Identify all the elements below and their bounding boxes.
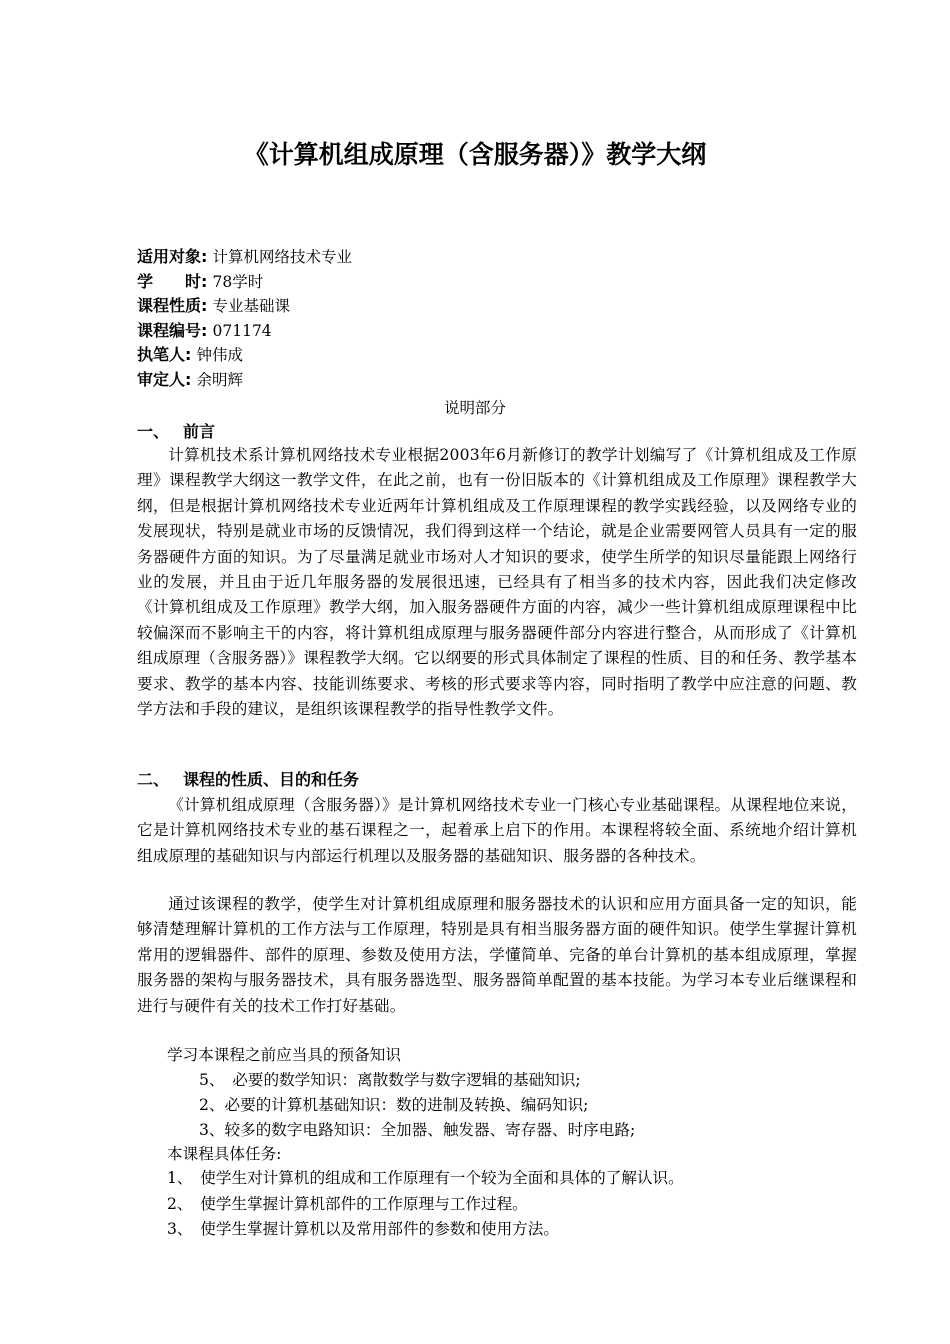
preface-paragraph: 计算机技术系计算机网络技术专业根据2003年6月新修订的教学计划编写了《计算机组成及工作原理》课程教学大纲这一教学文件，在此之前，也有一份旧版本的《计算机组成及工作原理》课程教学大纲，但是根据计算机网络技术专业近两年计算机组成及工作原理课程的教学实践经验，以及网络专业的发展现状，特别是就业市场的反馈情况，我们得到这样一个结论，就是企业需要网管人员具有一定的服务器硬件方面的知识。为了尽量满足就业市场对人才知识的要求，使学生所学的知识尽量能跟上网络行业的发展，并且由于近几年服务器的发展很迅速，已经具有了相当多的技术内容，因此我们决定修改《计算机组成及工作原理》教学大纲，加入服务器硬件方面的内容，减少一些计算机组成原理课程中比较偏深而不影响主干的内容，将计算机组成原理与服务器硬件部分内容进行整合，从而形成了《计算机组成原理（含服务器）》课程教学大纲。它以纲要的形式具体制定了课程的性质、目的和任务、教学基本要求、教学的基本内容、技能训练要求、考核的形式要求等内容，同时指明了教学中应注意的问题、教学方法和手段的建议，是组织该课程教学的指导性教学文件。 — [137, 446, 857, 719]
heading-number: 二、 — [137, 770, 170, 789]
heading-text: 课程的性质、目的和任务 — [183, 770, 360, 789]
meta-value: 计算机网络技术专业 — [212, 248, 353, 266]
meta-value: 钟伟成 — [196, 346, 244, 364]
heading-number: 一、 — [137, 422, 170, 441]
meta-row-hours — [137, 270, 352, 295]
prerequisite-item: 2、必要的计算机基础知识：数的进制及转换、编码知识; — [199, 1096, 589, 1114]
heading-text: 前言 — [183, 422, 216, 441]
section-heading-nature — [137, 768, 359, 792]
nature-paragraph-1: 《计算机组成原理（含服务器）》是计算机网络技术专业一门核心专业基础课程。从课程地位来说，它是计算机网络技术专业的基石课程之一，起着承上启下的作用。本课程将较全面、系统地介绍计算机组成原理的基础知识与内部运行机理以及服务器的基础知识、服务器的各种技术。 — [137, 796, 857, 865]
meta-value: 专业基础课 — [212, 297, 291, 315]
task-item: 2、 使学生掌握计算机部件的工作原理与工作过程。 — [167, 1195, 528, 1213]
prerequisite-item: 3、较多的数字电路知识：全加器、触发器、寄存器、时序电路; — [199, 1121, 636, 1139]
meta-label: 课程性质: — [137, 296, 208, 315]
meta-value: 071174 — [212, 321, 272, 340]
meta-label: 审定人: — [137, 369, 192, 389]
prerequisite-title: 学习本课程之前应当具的预备知识 — [167, 1046, 401, 1064]
meta-label: 课程编号: — [137, 320, 208, 340]
task-item: 3、 使学生掌握计算机以及常用部件的参数和使用方法。 — [167, 1220, 559, 1238]
meta-label: 适用对象: — [137, 247, 208, 266]
meta-row-audience — [137, 245, 352, 270]
task-item: 1、 使学生对计算机的组成和工作原理有一个较为全面和具体的了解认识。 — [167, 1169, 684, 1187]
meta-label: 执笔人: — [137, 345, 192, 364]
meta-value: 余明辉 — [196, 370, 244, 389]
prerequisite-item: 5、 必要的数学知识：离散数学与数字逻辑的基础知识; — [199, 1071, 581, 1089]
tasks-title: 本课程具体任务: — [167, 1145, 282, 1163]
document-title: 《计算机组成原理（含服务器）》教学大纲 — [243, 140, 707, 169]
meta-row-author — [137, 343, 352, 368]
meta-row-reviewer — [137, 368, 352, 393]
nature-paragraph-2: 通过该课程的教学，使学生对计算机组成原理和服务器技术的认识和应用方面具备一定的知识，能够清楚理解计算机的工作方法与工作原理，特别是具有相当服务器方面的硬件知识。使学生掌握计算机常用的逻辑器件、部件的原理、参数及使用方法，学懂简单、完备的单台计算机的基本组成原理，掌握服务器的架构与服务器技术，具有服务器选型、服务器简单配置的基本技能。为学习本专业后继课程和进行与硬件有关的技术工作打好基础。 — [137, 895, 857, 1015]
meta-value: 78学时 — [212, 272, 264, 291]
section-heading-preface — [137, 420, 215, 444]
section-title: 说明部分 — [443, 399, 506, 417]
meta-label: 学 时: — [137, 271, 208, 291]
meta-row-code — [137, 319, 352, 344]
meta-row-nature — [137, 294, 352, 319]
course-meta — [137, 245, 352, 392]
